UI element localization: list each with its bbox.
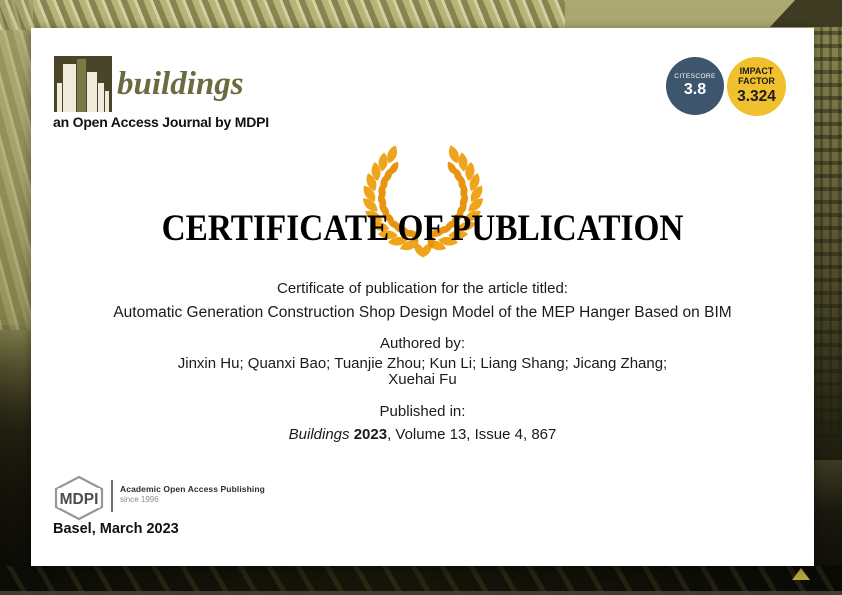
impact-factor-label-line1: IMPACT: [739, 66, 774, 77]
certificate-title: CERTIFICATE OF PUBLICATION: [161, 207, 684, 249]
impact-factor-badge: [727, 57, 786, 116]
background-building-left: [0, 0, 33, 330]
background-building-facade-top: [0, 0, 565, 30]
authors-line2: Xuehai Fu: [388, 370, 457, 388]
authors-list: [31, 356, 814, 387]
mdpi-logo: [53, 475, 105, 521]
certificate-card: [31, 28, 814, 566]
impact-factor-label-line2: FACTOR: [738, 76, 775, 86]
journal-name: buildings: [117, 66, 244, 102]
background-building-right: [814, 0, 842, 460]
certificate-intro-line: Certificate of publication for the article titled:: [277, 280, 568, 297]
journal-subtitle: an Open Access Journal by MDPI: [53, 114, 269, 130]
authored-by-label: Authored by:: [379, 335, 466, 352]
mdpi-tagline-since: since 1996: [120, 495, 159, 504]
authors-line1: Jinxin Hu; Quanxi Bao; Tuanjie Zhou; Kun Li; Liang Shang; Jicang Zhang;: [177, 355, 668, 372]
reference-volume-issue: , Volume 13, Issue 4, 867: [387, 426, 557, 443]
background-building-topright: [770, 0, 842, 27]
footer-divider: [111, 480, 113, 512]
mdpi-tagline-main: Academic Open Access Publishing: [120, 484, 265, 494]
reference-year: 2023: [353, 426, 388, 443]
background-bottom-edge: [0, 591, 842, 595]
article-title: Automatic Generation Construction Shop Design Model of the MEP Hanger Based on BIM: [113, 304, 732, 321]
background-roof-highlight: [792, 568, 810, 580]
place-and-date: Basel, March 2023: [53, 521, 179, 537]
citescore-label: CITESCORE: [674, 73, 716, 80]
published-in-label: Published in:: [379, 403, 466, 420]
background-shadow-bottomleft: [0, 325, 34, 595]
buildings-journal-logo-icon: [54, 56, 112, 112]
citescore-badge: [666, 57, 724, 115]
impact-factor-value: 3.324: [737, 87, 776, 105]
reference-journal-name: Buildings: [288, 426, 350, 443]
mdpi-tagline: [120, 484, 265, 504]
publication-reference: [31, 426, 814, 443]
citescore-value: 3.8: [683, 81, 707, 98]
mdpi-logo-text: MDPI: [59, 491, 99, 508]
